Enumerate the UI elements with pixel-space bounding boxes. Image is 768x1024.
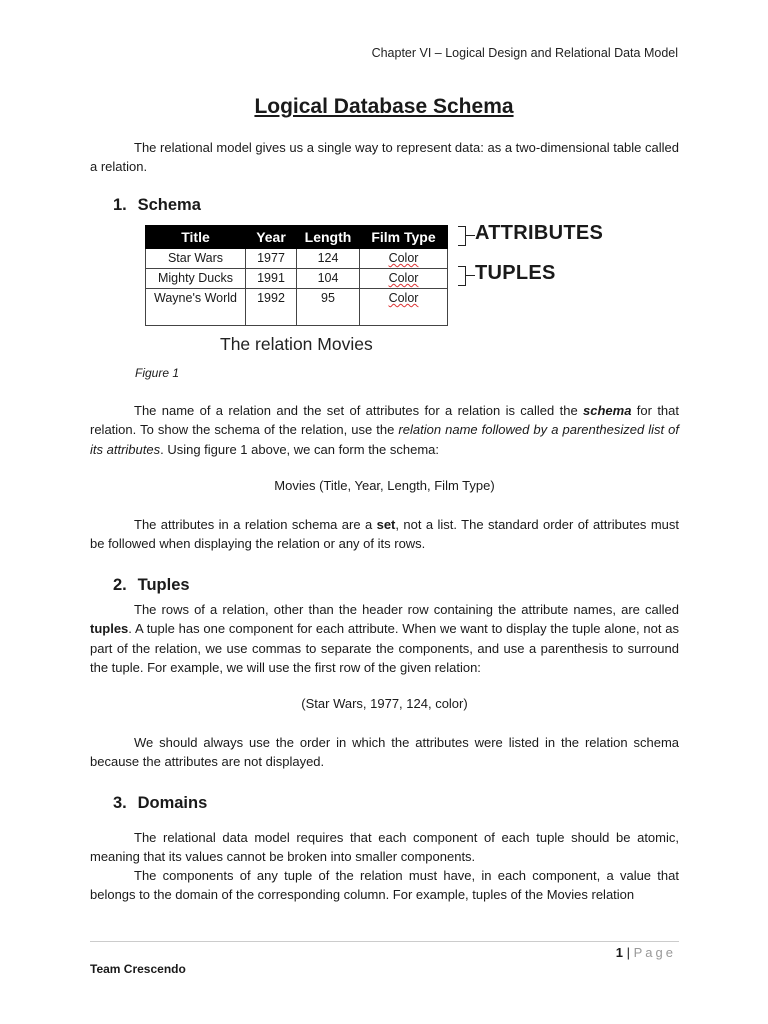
emphasis-definition: relation name followed by a parenthesized list of its attributes: [90, 422, 680, 457]
table-header-row: [146, 226, 448, 249]
footer-divider: [90, 941, 679, 942]
tuple-example: (Star Wars, 1977, 124, color): [301, 696, 468, 711]
table-header-cell: Title: [146, 226, 246, 249]
domains-paragraph-1: The relational data model requires that each component of each tuple should be atomic, meaning that its values cannot be broken into smaller components.: [90, 830, 679, 865]
section-title: Tuples: [137, 576, 190, 594]
figure-label: Figure 1: [135, 366, 180, 380]
emphasis-set: set: [376, 517, 396, 532]
text-run: . Using figure 1 above, we can form the schema:: [160, 441, 440, 457]
section-heading-domains: [113, 794, 207, 813]
tuples-paragraph-2: We should always use the order in which the attributes were listed in the relation schema because the attributes are not displayed.: [90, 735, 679, 770]
table-caption: The relation Movies: [220, 334, 373, 354]
section-number: 1.: [113, 196, 127, 214]
text-run: The rows of a relation, other than the header row containing the attribute names, are called: [134, 602, 679, 617]
table-cell: Wayne's World: [146, 289, 246, 326]
text-run: . A tuple has one component for each attribute. When we want to display the tuple alone, not as part of the relation, we use commas to separate the components, and use a parenthesis to surround the tuple. For example, we will use the first row of the given relation:: [90, 621, 679, 676]
table-header-cell: Length: [297, 226, 360, 249]
table-cell: 124: [297, 249, 360, 269]
text-run: The attributes in a relation schema are a: [134, 517, 377, 532]
tuples-label: TUPLES: [475, 262, 556, 284]
emphasis-schema: schema: [583, 403, 632, 418]
attributes-bracket: [458, 226, 466, 246]
footer-team: Team Crescendo: [90, 962, 186, 976]
tuples-paragraph-1: [90, 600, 679, 678]
table-cell: 104: [297, 269, 360, 289]
section-number: 2.: [113, 576, 127, 594]
text-run: , not a list. The standard order of attributes must be followed when displaying the relation or any of its rows.: [90, 517, 679, 552]
table-row: [146, 249, 448, 269]
page-word: Page: [633, 945, 676, 960]
table-cell: [360, 269, 448, 289]
schema-paragraph-2: [90, 515, 679, 554]
page-title: Logical Database Schema: [254, 95, 514, 118]
text-run: The name of a relation and the set of attributes for a relation is called the: [134, 403, 584, 418]
section-number: 3.: [113, 794, 127, 812]
emphasis-tuples: tuples: [90, 621, 129, 637]
section-heading-tuples: [113, 576, 190, 595]
table-header-cell: Year: [246, 226, 297, 249]
table-row: [146, 289, 448, 326]
intro-paragraph: The relational model gives us a single way to represent data: as a two-dimensional table called a relation.: [90, 140, 679, 175]
table-row: [146, 269, 448, 289]
attributes-bracket-tick: [466, 235, 475, 236]
table-cell: 95: [297, 289, 360, 326]
table-cell: 1991: [246, 269, 297, 289]
text-run: for that relation. To show the schema of the relation, use the: [90, 403, 679, 438]
table-header-cell: Film Type: [360, 226, 448, 249]
attributes-label: ATTRIBUTES: [475, 222, 604, 244]
movies-table: [145, 225, 448, 326]
table-cell: [360, 289, 448, 326]
table-cell: [360, 249, 448, 269]
schema-example: Movies (Title, Year, Length, Film Type): [274, 478, 495, 493]
table-cell-text: Color: [388, 291, 419, 305]
table-cell-text: Color: [388, 271, 419, 285]
page-number: [616, 945, 676, 960]
table-cell: Star Wars: [146, 249, 246, 269]
table-cell: Mighty Ducks: [146, 269, 246, 289]
tuples-bracket-tick: [466, 275, 475, 276]
domains-paragraph-2: The components of any tuple of the relation must have, in each component, a value that belongs to the domain of the corresponding column. For example, tuples of the Movies relation: [90, 868, 679, 903]
section-title: Schema: [137, 196, 201, 214]
section-heading-schema: [113, 196, 201, 215]
page-number-value: 1: [615, 945, 623, 960]
table-cell-text: Color: [388, 251, 419, 265]
schema-paragraph-1: [90, 401, 679, 459]
table-cell: 1977: [246, 249, 297, 269]
tuples-bracket: [458, 266, 466, 286]
running-header: Chapter VI – Logical Design and Relational Data Model: [371, 46, 678, 60]
page-separator: |: [626, 945, 630, 960]
section-title: Domains: [137, 794, 208, 812]
table-cell: 1992: [246, 289, 297, 326]
